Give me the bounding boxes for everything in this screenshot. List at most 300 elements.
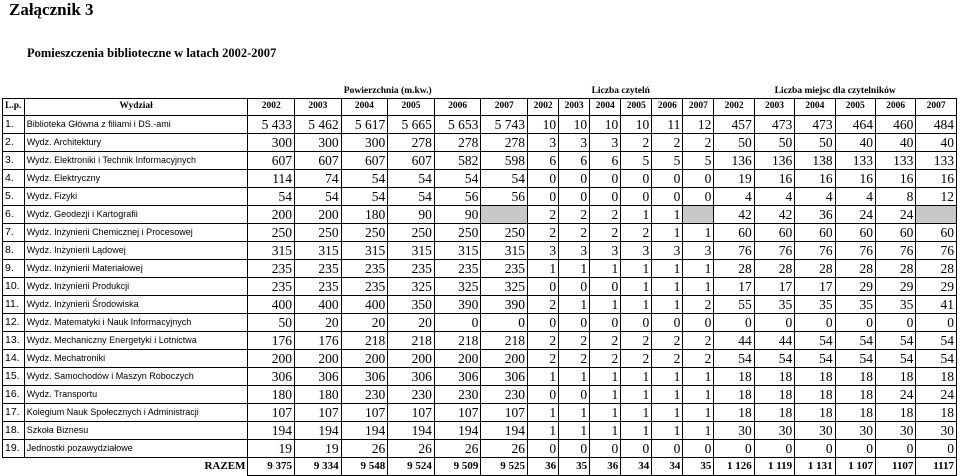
seats-cell	[916, 206, 957, 224]
seats-cell: 28	[754, 260, 794, 278]
faculty-name: Wydz. Inżynierii Materiałowej	[24, 260, 248, 278]
rooms-cell	[683, 206, 714, 224]
area-cell: 107	[341, 404, 388, 422]
rooms-cell: 2	[683, 332, 714, 350]
seats-cell: 24	[875, 206, 915, 224]
total-seats-cell: 1 126	[714, 458, 754, 476]
seats-cell: 76	[875, 242, 915, 260]
seats-cell: 42	[714, 206, 754, 224]
rooms-cell: 1	[652, 422, 683, 440]
faculty-name: Wydz. Elektroniki i Technik Informacyjnych	[24, 152, 248, 170]
rooms-cell: 6	[528, 152, 559, 170]
area-cell: 325	[434, 278, 481, 296]
rooms-cell: 1	[559, 368, 590, 386]
faculty-name: Wydz. Mechaniczny Energetyki i Lotnictwa	[24, 332, 248, 350]
area-cell: 194	[341, 422, 388, 440]
area-cell: 400	[295, 296, 342, 314]
row-number: 14.	[3, 350, 25, 368]
rooms-cell: 0	[683, 170, 714, 188]
column-header-row	[3, 99, 957, 116]
rooms-cell: 11	[652, 116, 683, 134]
area-cell: 200	[248, 350, 295, 368]
seats-cell: 18	[754, 386, 794, 404]
rooms-cell: 3	[590, 242, 621, 260]
seats-cell: 12	[916, 188, 957, 206]
area-cell: 315	[295, 242, 342, 260]
area-cell: 300	[295, 134, 342, 152]
column-header-seats-year: 2002	[714, 99, 754, 116]
area-cell: 50	[248, 314, 295, 332]
area-cell: 5 433	[248, 116, 295, 134]
area-cell: 180	[341, 206, 388, 224]
faculty-name: Wydz. Matematyki i Nauk Informacyjnych	[24, 314, 248, 332]
rooms-cell: 1	[528, 404, 559, 422]
table-row	[3, 260, 957, 278]
rooms-cell: 1	[683, 404, 714, 422]
area-cell: 194	[434, 422, 481, 440]
area-cell: 54	[388, 170, 435, 188]
rooms-cell: 10	[559, 116, 590, 134]
rooms-cell: 1	[528, 368, 559, 386]
rooms-cell: 2	[621, 332, 652, 350]
rooms-cell: 1	[652, 278, 683, 296]
area-cell: 306	[341, 368, 388, 386]
seats-cell: 28	[835, 260, 875, 278]
seats-cell: 0	[835, 314, 875, 332]
area-cell: 194	[388, 422, 435, 440]
seats-cell: 18	[714, 386, 754, 404]
column-header-area-year: 2004	[341, 99, 388, 116]
seats-cell: 16	[875, 170, 915, 188]
area-cell: 218	[388, 332, 435, 350]
rooms-cell: 1	[652, 368, 683, 386]
area-cell: 218	[481, 332, 528, 350]
seats-cell: 44	[714, 332, 754, 350]
seats-cell: 24	[875, 386, 915, 404]
row-number: 8.	[3, 242, 25, 260]
rooms-cell: 2	[559, 332, 590, 350]
rooms-cell: 1	[683, 260, 714, 278]
column-header-rooms-year: 2005	[621, 99, 652, 116]
row-number: 6.	[3, 206, 25, 224]
faculty-name: Kolegium Nauk Społecznych i Administracji	[24, 404, 248, 422]
seats-cell: 0	[795, 314, 835, 332]
rooms-cell: 1	[652, 404, 683, 422]
rooms-cell: 2	[683, 134, 714, 152]
area-cell: 235	[248, 278, 295, 296]
area-cell: 278	[434, 134, 481, 152]
total-rooms-cell: 35	[683, 458, 714, 476]
row-number: 3.	[3, 152, 25, 170]
rooms-cell: 0	[590, 188, 621, 206]
rooms-cell: 0	[528, 170, 559, 188]
rooms-cell: 1	[652, 296, 683, 314]
area-cell: 180	[248, 386, 295, 404]
rooms-cell: 5	[652, 152, 683, 170]
rooms-cell: 0	[559, 188, 590, 206]
rooms-cell: 3	[559, 134, 590, 152]
seats-cell: 0	[795, 440, 835, 458]
table-row	[3, 296, 957, 314]
area-cell: 230	[388, 386, 435, 404]
area-cell: 235	[341, 278, 388, 296]
seats-cell: 44	[754, 332, 794, 350]
seats-cell: 41	[916, 296, 957, 314]
seats-cell: 18	[795, 404, 835, 422]
rooms-cell: 0	[528, 188, 559, 206]
area-cell: 26	[341, 440, 388, 458]
column-header-rooms-year: 2002	[528, 99, 559, 116]
rooms-cell: 1	[652, 206, 683, 224]
area-cell: 5 617	[341, 116, 388, 134]
area-cell: 114	[248, 170, 295, 188]
area-cell: 306	[248, 368, 295, 386]
seats-cell: 29	[835, 278, 875, 296]
seats-cell: 0	[916, 440, 957, 458]
area-cell: 54	[341, 188, 388, 206]
seats-cell: 76	[835, 242, 875, 260]
rooms-cell: 0	[621, 188, 652, 206]
seats-cell: 16	[754, 170, 794, 188]
column-header-seats-year: 2003	[754, 99, 794, 116]
area-cell: 20	[341, 314, 388, 332]
seats-cell: 17	[795, 278, 835, 296]
seats-cell: 30	[754, 422, 794, 440]
rooms-cell: 0	[590, 314, 621, 332]
seats-cell: 18	[795, 386, 835, 404]
seats-cell: 76	[916, 242, 957, 260]
area-cell: 90	[434, 206, 481, 224]
area-cell: 90	[388, 206, 435, 224]
rooms-cell: 2	[528, 206, 559, 224]
seats-cell: 18	[795, 368, 835, 386]
area-cell: 250	[248, 224, 295, 242]
total-rooms-cell: 36	[590, 458, 621, 476]
area-cell: 607	[341, 152, 388, 170]
faculty-name: Jednostki pozawydziałowe	[24, 440, 248, 458]
seats-cell: 16	[916, 170, 957, 188]
seats-cell: 54	[835, 350, 875, 368]
seats-cell: 0	[754, 440, 794, 458]
total-seats-cell: 1107	[875, 458, 915, 476]
faculty-name: Wydz. Geodezji i Kartografii	[24, 206, 248, 224]
rooms-cell: 0	[559, 278, 590, 296]
row-number: 16.	[3, 386, 25, 404]
seats-cell: 54	[835, 332, 875, 350]
seats-cell: 30	[795, 422, 835, 440]
rooms-cell: 1	[590, 404, 621, 422]
area-cell: 306	[388, 368, 435, 386]
group-header-row	[3, 85, 957, 99]
area-cell: 235	[248, 260, 295, 278]
seats-cell: 0	[875, 314, 915, 332]
rooms-cell: 1	[528, 260, 559, 278]
seats-cell: 138	[795, 152, 835, 170]
rooms-cell: 1	[683, 368, 714, 386]
area-cell: 56	[481, 188, 528, 206]
column-header-rooms-year: 2004	[590, 99, 621, 116]
seats-cell: 29	[916, 278, 957, 296]
rooms-cell: 2	[590, 206, 621, 224]
rooms-cell: 1	[621, 386, 652, 404]
rooms-cell: 0	[590, 278, 621, 296]
area-cell: 235	[341, 260, 388, 278]
area-cell: 250	[434, 224, 481, 242]
faculty-name: Wydz. Elektryczny	[24, 170, 248, 188]
rooms-cell: 0	[652, 188, 683, 206]
rooms-cell: 1	[559, 422, 590, 440]
library-rooms-table	[2, 85, 957, 476]
row-number: 12.	[3, 314, 25, 332]
table-row	[3, 116, 957, 134]
area-cell: 107	[295, 404, 342, 422]
rooms-cell: 1	[559, 404, 590, 422]
seats-cell: 133	[875, 152, 915, 170]
seats-cell: 54	[916, 350, 957, 368]
rooms-cell: 1	[683, 386, 714, 404]
area-cell: 218	[341, 332, 388, 350]
rooms-cell: 1	[559, 296, 590, 314]
faculty-name: Wydz. Inżynierii Środowiska	[24, 296, 248, 314]
seats-cell: 28	[875, 260, 915, 278]
area-cell: 200	[434, 350, 481, 368]
rooms-cell: 0	[652, 440, 683, 458]
rooms-cell: 3	[590, 134, 621, 152]
area-cell: 194	[295, 422, 342, 440]
column-header-rooms-year: 2006	[652, 99, 683, 116]
rooms-cell: 2	[559, 350, 590, 368]
area-cell: 250	[481, 224, 528, 242]
seats-cell: 136	[754, 152, 794, 170]
total-area-cell: 9 334	[295, 458, 342, 476]
group-header-seats: Liczba miejsc dla czytelników	[774, 85, 896, 96]
rooms-cell: 1	[621, 368, 652, 386]
area-cell: 278	[481, 134, 528, 152]
rooms-cell: 0	[683, 188, 714, 206]
area-cell: 107	[388, 404, 435, 422]
seats-cell: 0	[875, 440, 915, 458]
area-cell: 200	[295, 350, 342, 368]
seats-cell: 28	[714, 260, 754, 278]
seats-cell: 35	[875, 296, 915, 314]
column-header-lp: L.p.	[3, 99, 25, 116]
rooms-cell: 3	[683, 242, 714, 260]
seats-cell: 0	[714, 440, 754, 458]
area-cell: 176	[295, 332, 342, 350]
area-cell: 19	[295, 440, 342, 458]
area-cell: 235	[295, 278, 342, 296]
seats-cell: 60	[714, 224, 754, 242]
area-cell: 20	[295, 314, 342, 332]
seats-cell: 457	[714, 116, 754, 134]
table-row	[3, 422, 957, 440]
seats-cell: 18	[754, 368, 794, 386]
seats-cell: 18	[875, 404, 915, 422]
seats-cell: 35	[835, 296, 875, 314]
rooms-cell: 0	[683, 314, 714, 332]
rooms-cell: 0	[528, 278, 559, 296]
area-cell: 607	[248, 152, 295, 170]
area-cell: 315	[341, 242, 388, 260]
seats-cell: 4	[835, 188, 875, 206]
rooms-cell: 1	[683, 278, 714, 296]
area-cell: 235	[481, 260, 528, 278]
area-cell: 235	[434, 260, 481, 278]
area-cell: 5 653	[434, 116, 481, 134]
row-number: 9.	[3, 260, 25, 278]
area-cell: 5 743	[481, 116, 528, 134]
area-cell: 54	[341, 170, 388, 188]
row-number: 4.	[3, 170, 25, 188]
table-row	[3, 242, 957, 260]
column-header-area-year: 2007	[481, 99, 528, 116]
area-cell: 250	[341, 224, 388, 242]
seats-cell: 19	[714, 170, 754, 188]
area-cell: 74	[295, 170, 342, 188]
area-cell: 325	[388, 278, 435, 296]
area-cell: 400	[248, 296, 295, 314]
seats-cell: 50	[754, 134, 794, 152]
total-label: RAZEM	[24, 458, 248, 476]
seats-cell: 50	[714, 134, 754, 152]
rooms-cell: 2	[528, 296, 559, 314]
rooms-cell: 2	[652, 350, 683, 368]
area-cell: 26	[388, 440, 435, 458]
faculty-name: Biblioteka Główna z filiami i DS.-ami	[24, 116, 248, 134]
seats-cell: 28	[795, 260, 835, 278]
table-row	[3, 404, 957, 422]
area-cell: 20	[388, 314, 435, 332]
seats-cell: 40	[875, 134, 915, 152]
area-cell: 54	[434, 170, 481, 188]
faculty-name: Wydz. Inżynierii Lądowej	[24, 242, 248, 260]
seats-cell: 4	[795, 188, 835, 206]
seats-cell: 24	[916, 386, 957, 404]
seats-cell: 76	[795, 242, 835, 260]
rooms-cell: 3	[621, 242, 652, 260]
seats-cell: 4	[714, 188, 754, 206]
rooms-cell: 2	[528, 350, 559, 368]
rooms-cell: 1	[652, 386, 683, 404]
area-cell: 300	[341, 134, 388, 152]
rooms-cell: 1	[621, 278, 652, 296]
rooms-cell: 1	[621, 260, 652, 278]
seats-cell: 54	[795, 350, 835, 368]
area-cell: 306	[434, 368, 481, 386]
rooms-cell: 0	[683, 440, 714, 458]
area-cell: 194	[248, 422, 295, 440]
seats-cell: 16	[795, 170, 835, 188]
rooms-cell: 2	[590, 350, 621, 368]
area-cell: 607	[388, 152, 435, 170]
area-cell: 390	[434, 296, 481, 314]
seats-cell: 54	[875, 332, 915, 350]
seats-cell: 0	[835, 440, 875, 458]
area-cell: 54	[481, 170, 528, 188]
seats-cell: 76	[714, 242, 754, 260]
area-cell: 306	[295, 368, 342, 386]
seats-cell: 0	[916, 314, 957, 332]
rooms-cell: 0	[590, 170, 621, 188]
seats-cell: 0	[754, 314, 794, 332]
table-row	[3, 170, 957, 188]
column-header-seats-year: 2007	[916, 99, 957, 116]
faculty-name: Wydz. Mechatroniki	[24, 350, 248, 368]
rooms-cell: 1	[652, 224, 683, 242]
area-cell: 194	[481, 422, 528, 440]
seats-cell: 50	[795, 134, 835, 152]
area-cell: 300	[248, 134, 295, 152]
seats-cell: 17	[714, 278, 754, 296]
seats-cell: 18	[916, 404, 957, 422]
seats-cell: 133	[916, 152, 957, 170]
rooms-cell: 1	[528, 422, 559, 440]
table-row	[3, 350, 957, 368]
area-cell: 390	[481, 296, 528, 314]
rooms-cell: 3	[528, 134, 559, 152]
row-number: 15.	[3, 368, 25, 386]
seats-cell: 54	[916, 332, 957, 350]
area-cell: 315	[388, 242, 435, 260]
seats-cell: 60	[795, 224, 835, 242]
group-header-area: Powierzchnia (m.kw.)	[343, 85, 432, 96]
rooms-cell: 5	[621, 152, 652, 170]
seats-cell: 473	[795, 116, 835, 134]
rooms-cell: 1	[621, 404, 652, 422]
area-cell: 200	[295, 206, 342, 224]
rooms-cell: 3	[559, 242, 590, 260]
table-row	[3, 440, 957, 458]
rooms-cell: 2	[528, 332, 559, 350]
seats-cell: 54	[795, 332, 835, 350]
area-cell: 54	[388, 188, 435, 206]
row-number: 18.	[3, 422, 25, 440]
rooms-cell: 2	[559, 224, 590, 242]
column-header-area-year: 2002	[248, 99, 295, 116]
faculty-name: Wydz. Transportu	[24, 386, 248, 404]
area-cell: 107	[481, 404, 528, 422]
total-row	[3, 458, 957, 476]
rooms-cell: 2	[652, 134, 683, 152]
seats-cell: 464	[835, 116, 875, 134]
seats-cell: 42	[754, 206, 794, 224]
rooms-cell: 1	[621, 422, 652, 440]
rooms-cell: 3	[652, 242, 683, 260]
seats-cell: 460	[875, 116, 915, 134]
seats-cell: 29	[875, 278, 915, 296]
total-rooms-cell: 34	[621, 458, 652, 476]
rooms-cell: 1	[590, 260, 621, 278]
area-cell: 5 462	[295, 116, 342, 134]
area-cell: 200	[481, 350, 528, 368]
rooms-cell: 1	[683, 422, 714, 440]
seats-cell: 17	[754, 278, 794, 296]
area-cell: 582	[434, 152, 481, 170]
row-number: 19.	[3, 440, 25, 458]
column-header-area-year: 2006	[434, 99, 481, 116]
area-cell: 325	[481, 278, 528, 296]
total-area-cell: 9 375	[248, 458, 295, 476]
seats-cell: 54	[714, 350, 754, 368]
seats-cell: 54	[754, 350, 794, 368]
area-cell: 107	[434, 404, 481, 422]
seats-cell: 8	[875, 188, 915, 206]
area-cell: 0	[434, 314, 481, 332]
rooms-cell: 1	[590, 368, 621, 386]
total-area-cell: 9 524	[388, 458, 435, 476]
table-row	[3, 368, 957, 386]
seats-cell: 36	[795, 206, 835, 224]
